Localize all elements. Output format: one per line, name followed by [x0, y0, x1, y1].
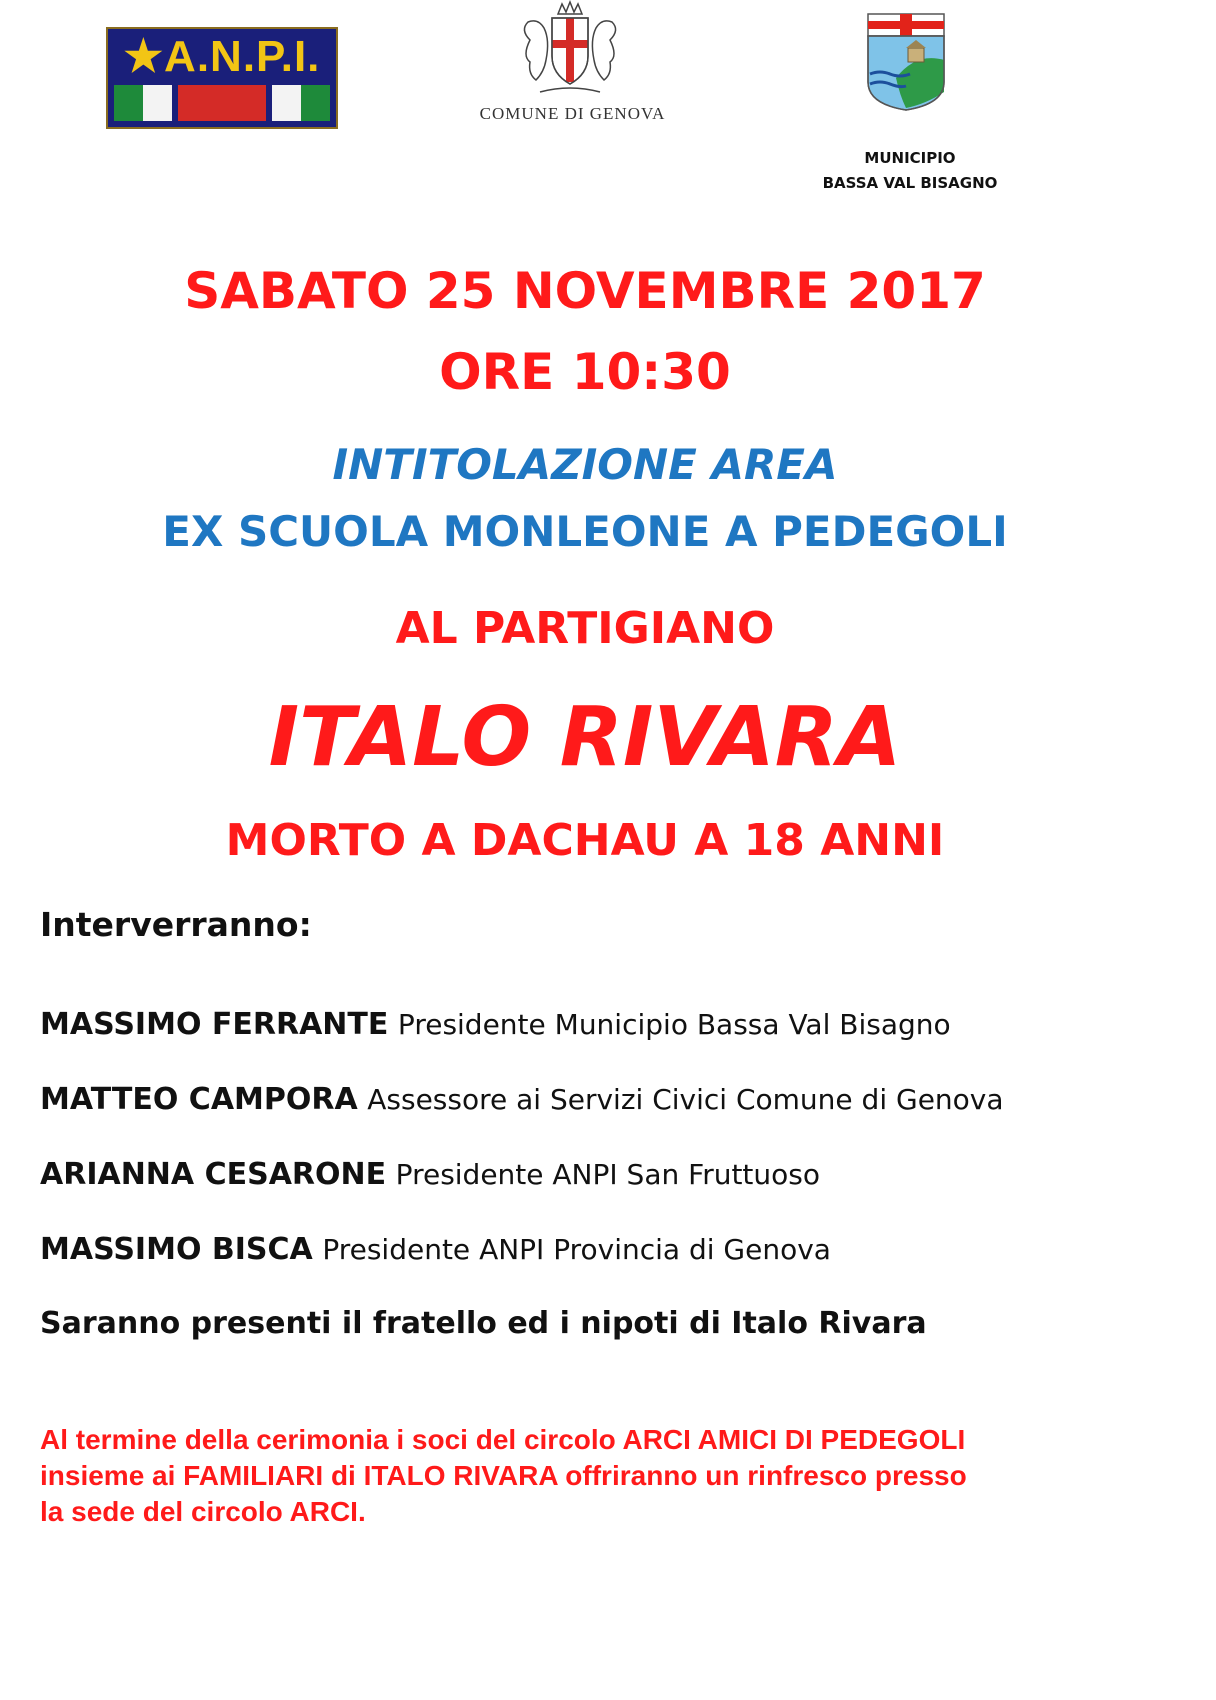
speaker-item	[40, 1082, 1004, 1117]
speaker-name: MASSIMO BISCA	[40, 1232, 313, 1267]
honoree-subtitle: MORTO A DACHAU A 18 ANNI	[225, 815, 945, 866]
municipio-label-line1: MUNICIPIO	[864, 149, 956, 167]
speakers-heading: Interverranno:	[40, 905, 312, 944]
speaker-item	[40, 1232, 831, 1267]
speaker-role: Presidente ANPI Provincia di Genova	[322, 1233, 831, 1266]
speaker-role: Assessore ai Servizi Civici Comune di Genova	[367, 1083, 1004, 1116]
italian-flag-icon	[114, 85, 330, 121]
speaker-item	[40, 1007, 951, 1042]
speaker-name: MASSIMO FERRANTE	[40, 1007, 389, 1042]
event-title-line2: EX SCUOLA MONLEONE A PEDEGOLI	[162, 507, 1008, 556]
municipio-label-line2: BASSA VAL BISAGNO	[822, 174, 998, 192]
anpi-logo	[106, 27, 338, 129]
municipio-label	[790, 146, 1030, 196]
event-dedication: AL PARTIGIANO	[395, 603, 775, 654]
presence-note: Saranno presenti il fratello ed i nipoti di Italo Rivara	[40, 1306, 927, 1341]
honoree-name: ITALO RIVARA	[268, 690, 902, 785]
closing-note	[40, 1422, 1130, 1530]
closing-note-line1: Al termine della cerimonia i soci del circolo ARCI AMICI DI PEDEGOLI	[40, 1424, 966, 1455]
speaker-role: Presidente ANPI San Fruttuoso	[395, 1158, 821, 1191]
closing-note-line2: insieme ai FAMILIARI di ITALO RIVARA offriranno un rinfresco presso	[40, 1460, 967, 1491]
municipio-coat-of-arms-icon	[866, 12, 946, 112]
event-title-line1: INTITOLAZIONE AREA	[332, 440, 838, 489]
genova-label: COMUNE DI GENOVA	[479, 104, 666, 123]
speaker-item	[40, 1157, 820, 1192]
speaker-name: MATTEO CAMPORA	[40, 1082, 358, 1117]
genova-coat-of-arms-icon	[500, 0, 640, 100]
speaker-name: ARIANNA CESARONE	[40, 1157, 387, 1192]
anpi-logo-text: ★A.N.P.I.	[123, 32, 321, 81]
event-time: ORE 10:30	[439, 343, 731, 401]
event-date: SABATO 25 NOVEMBRE 2017	[184, 262, 986, 320]
speaker-role: Presidente Municipio Bassa Val Bisagno	[397, 1008, 951, 1041]
closing-note-line3: la sede del circolo ARCI.	[40, 1496, 366, 1527]
